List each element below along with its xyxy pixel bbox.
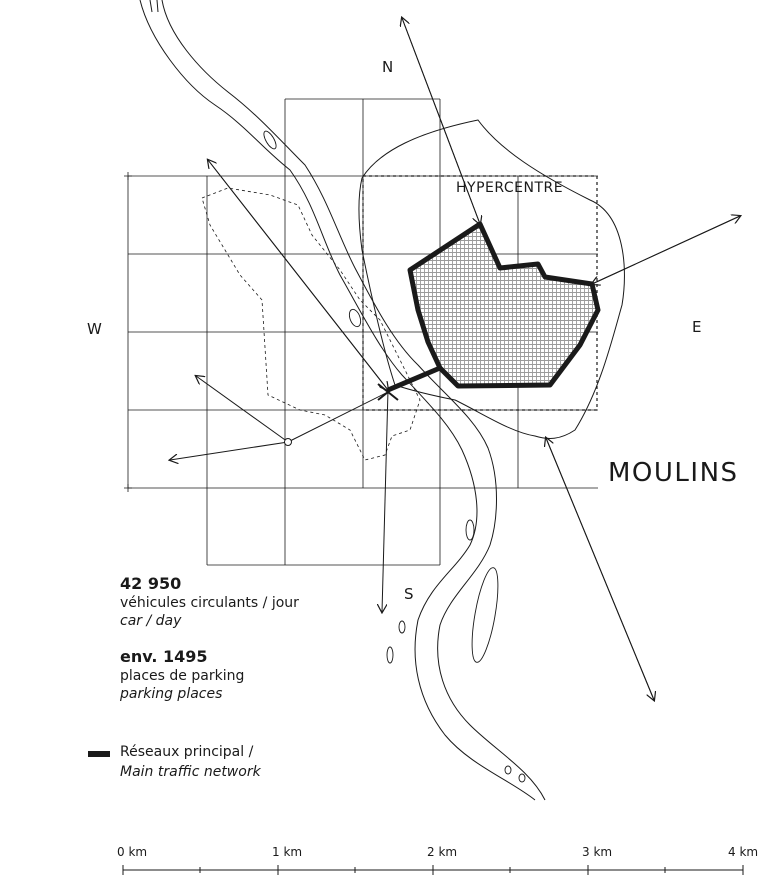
junction-marker (285, 439, 292, 446)
legend-label-fr: Réseaux principal / (120, 744, 254, 760)
scale-label-3: 3 km (582, 845, 613, 859)
scale-bar (123, 865, 743, 875)
legend-swatch (88, 751, 110, 757)
stat-label-fr: véhicules circulants / jour (120, 595, 299, 611)
hypercentre-label: HYPERCENTRE (456, 180, 564, 196)
compass-east-label: E (692, 318, 702, 336)
parking-stat (120, 647, 380, 702)
scale-label-1: 1 km (272, 845, 303, 859)
compass-west-label: W (87, 320, 102, 338)
city-name: MOULINS (608, 458, 739, 488)
compass-south-label: S (404, 585, 414, 603)
stat-label-en: parking places (120, 686, 223, 702)
scale-label-0: 0 km (117, 845, 148, 859)
stat-value: env. 1495 (120, 647, 208, 666)
scale-label-2: 2 km (427, 845, 458, 859)
stat-value: 42 950 (120, 574, 182, 593)
stats-panel (120, 574, 380, 702)
scale-label-4: 4 km (728, 845, 759, 859)
stat-label-en: car / day (120, 613, 182, 629)
legend-label-en: Main traffic network (120, 764, 261, 780)
stat-label-fr: places de parking (120, 668, 245, 684)
hypercentre-zone (410, 224, 598, 386)
compass-north-label: N (382, 58, 394, 76)
traffic-stat (120, 574, 380, 629)
legend-text (120, 742, 261, 782)
